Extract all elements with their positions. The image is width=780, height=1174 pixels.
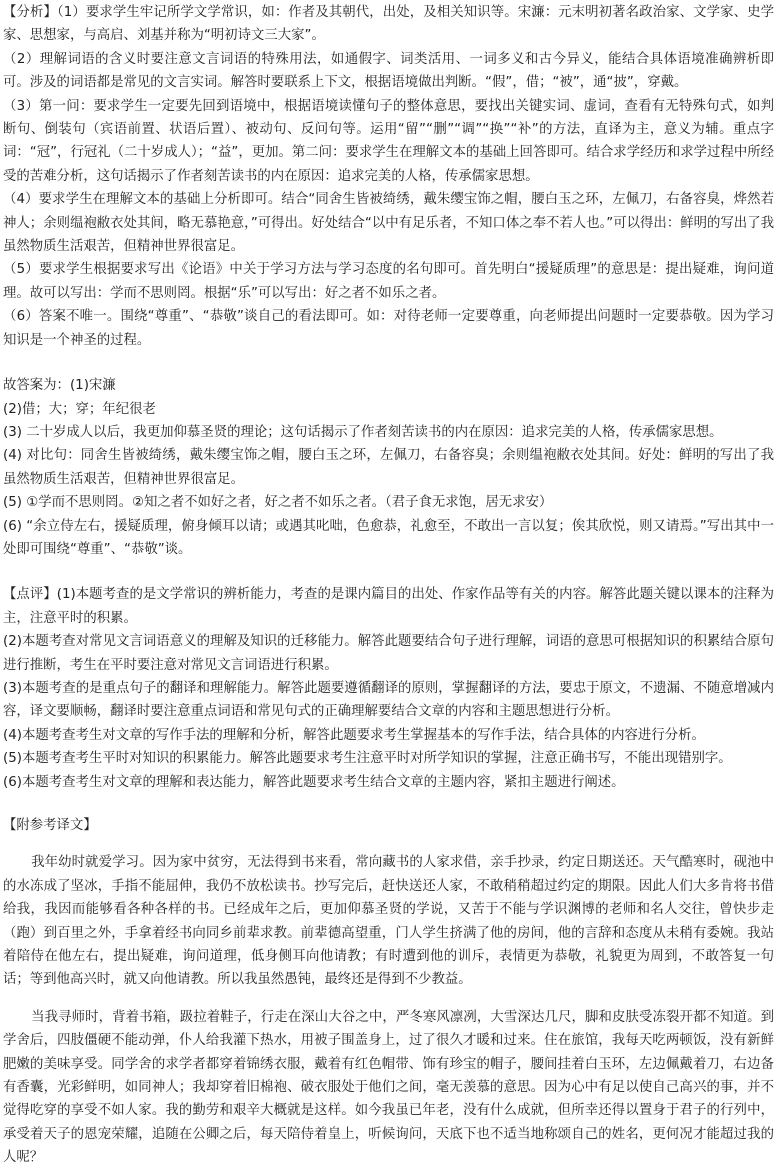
answer-line-6: (6) “余立侍左右，援疑质理，俯身倾耳以请；或遇其叱咄，色愈恭，礼愈至，不敢出一言以复；俟其欣悦，则又请焉。”写出其中一处即可围绕“尊重”、“恭敬”谈。	[3, 518, 774, 557]
translation-heading: 【附参考译文】	[3, 818, 97, 833]
comment-line-3: (3)本题考查的是重点句子的翻译和理解能力。解答此题要遵循翻译的原则，掌握翻译的方法，要忠于原文，不遗漏、不随意增减内容，译文要顺畅，翻译时要注意重点词语和常见句式的正确理解要结合文章的内容和主题思想进行分析。	[3, 680, 774, 720]
answer-line-5: (5) ①学而不思则罔。②知之者不如好之者，好之者不如乐之者。（君子食无求饱，居无求安）	[3, 495, 553, 511]
comment-line-2: (2)本题考查对常见文言词语意义的理解及知识的迁移能力。解答此题要结合句子进行理解，词语的意思可根据知识的积累结合原句进行推断，考生在平时要注意对常见文言词语进行积累。	[3, 634, 774, 673]
analysis-paragraph-2: （2）理解词语的含义时要注意文言词语的特殊用法，如通假字、词类活用、一词多义和古今异义，能结合具体语境准确辨析即可。涉及的词语都是常见的文言实词。解答时要联系上下文，根据语境做出判断。“假”，借；“被”，通“披”，穿戴。	[3, 51, 774, 91]
translation-paragraph-2: 当我寻师时，背着书箱，趿拉着鞋子，行走在深山大谷之中，严冬寒风凛冽，大雪深达几尺，脚和皮肤受冻裂开都不知道。到学舍后，四肢僵硬不能动弹，仆人给我灌下热水，用被子围盖身上，过了很久才暖和过来。住在旅馆，我每天吃两顿饭，没有新鲜肥嫩的美味享受。同学舍的求学者都穿着锦绣衣服，戴着有红色帽带、饰有珍宝的帽子，腰间挂着白玉环，左边佩戴着刀，右边备有香囊，光彩鲜明，如同神人；我却穿着旧棉袍、破衣服处于他们之间，毫无羡慕的意思。因为心中有足以使自己高兴的事，并不觉得吃穿的享受不如人家。我的勤劳和艰辛大概就是这样。如今我虽已年老，没有什么成就，但所幸还得以置身于君子的行列中，承受着天子的恩宠荣耀，追随在公卿之后，每天陪侍着皇上，听候询问，天底下也不适当地称颂自己的姓名，更何况才能超过我的人呢？	[3, 1009, 774, 1166]
answer-line-3: (3) 二十岁成人以后，我更加仰慕圣贤的理论；这句话揭示了作者刻苦读书的内在原因：追求完美的人格，传承儒家思想。	[3, 424, 723, 440]
comment-section	[3, 583, 774, 794]
spacer	[3, 837, 774, 851]
comment-line-1: 【点评】(1)本题考查的是文学常识的辨析能力，考查的是课内篇目的出处、作家作品等有关的内容。解答此题关键以课本的注释为主，注意平时的积累。	[3, 587, 774, 626]
comment-line-5: (5)本题考查考生平时对知识的积累能力。解答此题要求考生注意平时对所学知识的掌握，注意正确书写，不能出现错别字。	[3, 751, 732, 767]
comment-line-6: (6)本题考查考生对文章的理解和表达能力，解答此题要求考生结合文章的主题内容，紧扣主题进行阐述。	[3, 774, 625, 790]
spacer	[3, 794, 774, 814]
analysis-paragraph-4: （4）要求学生在理解文本的基础上分析即可。结合“同舍生皆被绮绣，戴朱缨宝饰之帽，腰白玉之环，左佩刀，右备容臭，烨然若神人；余则缊袍敝衣处其间，略无慕艳意，”可得出。好处结合“以中有足乐者，不知口体之奉不若人也。”可以得出：鲜明的写出了我虽然物质生活艰苦，但精神世界很富足。	[3, 192, 774, 255]
answer-line-4: (4) 对比句：同舍生皆被绮绣，戴朱缨宝饰之帽，腰白玉之环，左佩刀，右备容臭；余则缊袍敝衣处其间。好处：鲜明的写出了我虽然物质生活艰苦，但精神世界很富足。	[3, 448, 774, 487]
comment-line-4: (4)本题考查考生对文章的写作手法的理解和分析，解答此题要求考生掌握基本的写作手法，结合具体的内容进行分析。	[3, 727, 705, 743]
spacer	[3, 561, 774, 583]
translation-paragraph-1: 我年幼时就爱学习。因为家中贫穷，无法得到书来看，常向藏书的人家求借，亲手抄录，约定日期送还。天气酷寒时，砚池中的水冻成了坚冰，手指不能屈伸，我仍不放松读书。抄写完后，赶快送还人家，不敢稍稍超过约定的期限。因此人们大多肯将书借给我，我因而能够看各种各样的书。已经成年之后，更加仰慕圣贤的学说，又苦于不能与学识渊博的老师和名人交往，曾快步走（跑）到百里之外，手拿着经书向同乡前辈求教。前辈德高望重，门人学生挤满了他的房间，他的言辞和态度从未稍有委婉。我站着陪侍在他左右，提出疑难，询问道理，低身侧耳向他请教；有时遭到他的训斥，表情更为恭敬，礼貌更为周到，不敢答复一句话；等到他高兴时，就又向他请教。所以我虽然愚钝，最终还是得到不少教益。	[3, 855, 774, 988]
analysis-paragraph-6: （6）答案不唯一。围绕“尊重”、“恭敬”谈自己的看法即可。如：对待老师一定要尊重，向老师提出问题时一定要恭敬。因为学习知识是一个神圣的过程。	[3, 309, 774, 348]
spacer	[3, 992, 774, 1006]
spacer	[3, 352, 774, 374]
analysis-heading: 【分析】	[3, 5, 57, 20]
analysis-paragraph-5: （5）要求学生根据要求写出《论语》中关于学习方法与学习态度的名句即可。首先明白“援疑质理”的意思是：提出疑难，询问道理。故可以写出：学而不思则罔。根据“乐”可以写出：好之者不如乐之者。	[3, 262, 774, 301]
answer-line-2: (2)借；大；穿；年纪很老	[3, 401, 156, 417]
analysis-paragraph-1: 【分析】（1）要求学生牢记所学文学常识，如：作者及其朝代，出处，及相关知识等。宋濂：元末明初著名政治家、文学家、史学家、思想家，与高启、刘基并称为“明初诗文三大家”。	[3, 5, 774, 44]
analysis-paragraph-3: （3）第一问：要求学生一定要先回到语境中，根据语境读懂句子的整体意思，要找出关键实词、虚词，查看有无特殊句式，如判断句、倒装句（宾语前置、状语后置）、被动句、反问句等。运用“留”“删”“调”“换”“补”的方法，直译为主，意义为辅。重点字词：“冠”，行冠礼（二十岁成人）；“益”，更加。第二问：要求学生在理解文本的基础上回答即可。结合求学经历和求学过程中所经受的苦难分析，这句话揭示了作者刻苦读书的内在原因：追求完美的人格，传承儒家思想。	[3, 98, 774, 184]
answer-line-1: 故答案为：(1)宋濂	[3, 378, 116, 394]
translation-section	[3, 814, 774, 1170]
answer-section	[3, 374, 774, 561]
analysis-section	[3, 1, 774, 352]
